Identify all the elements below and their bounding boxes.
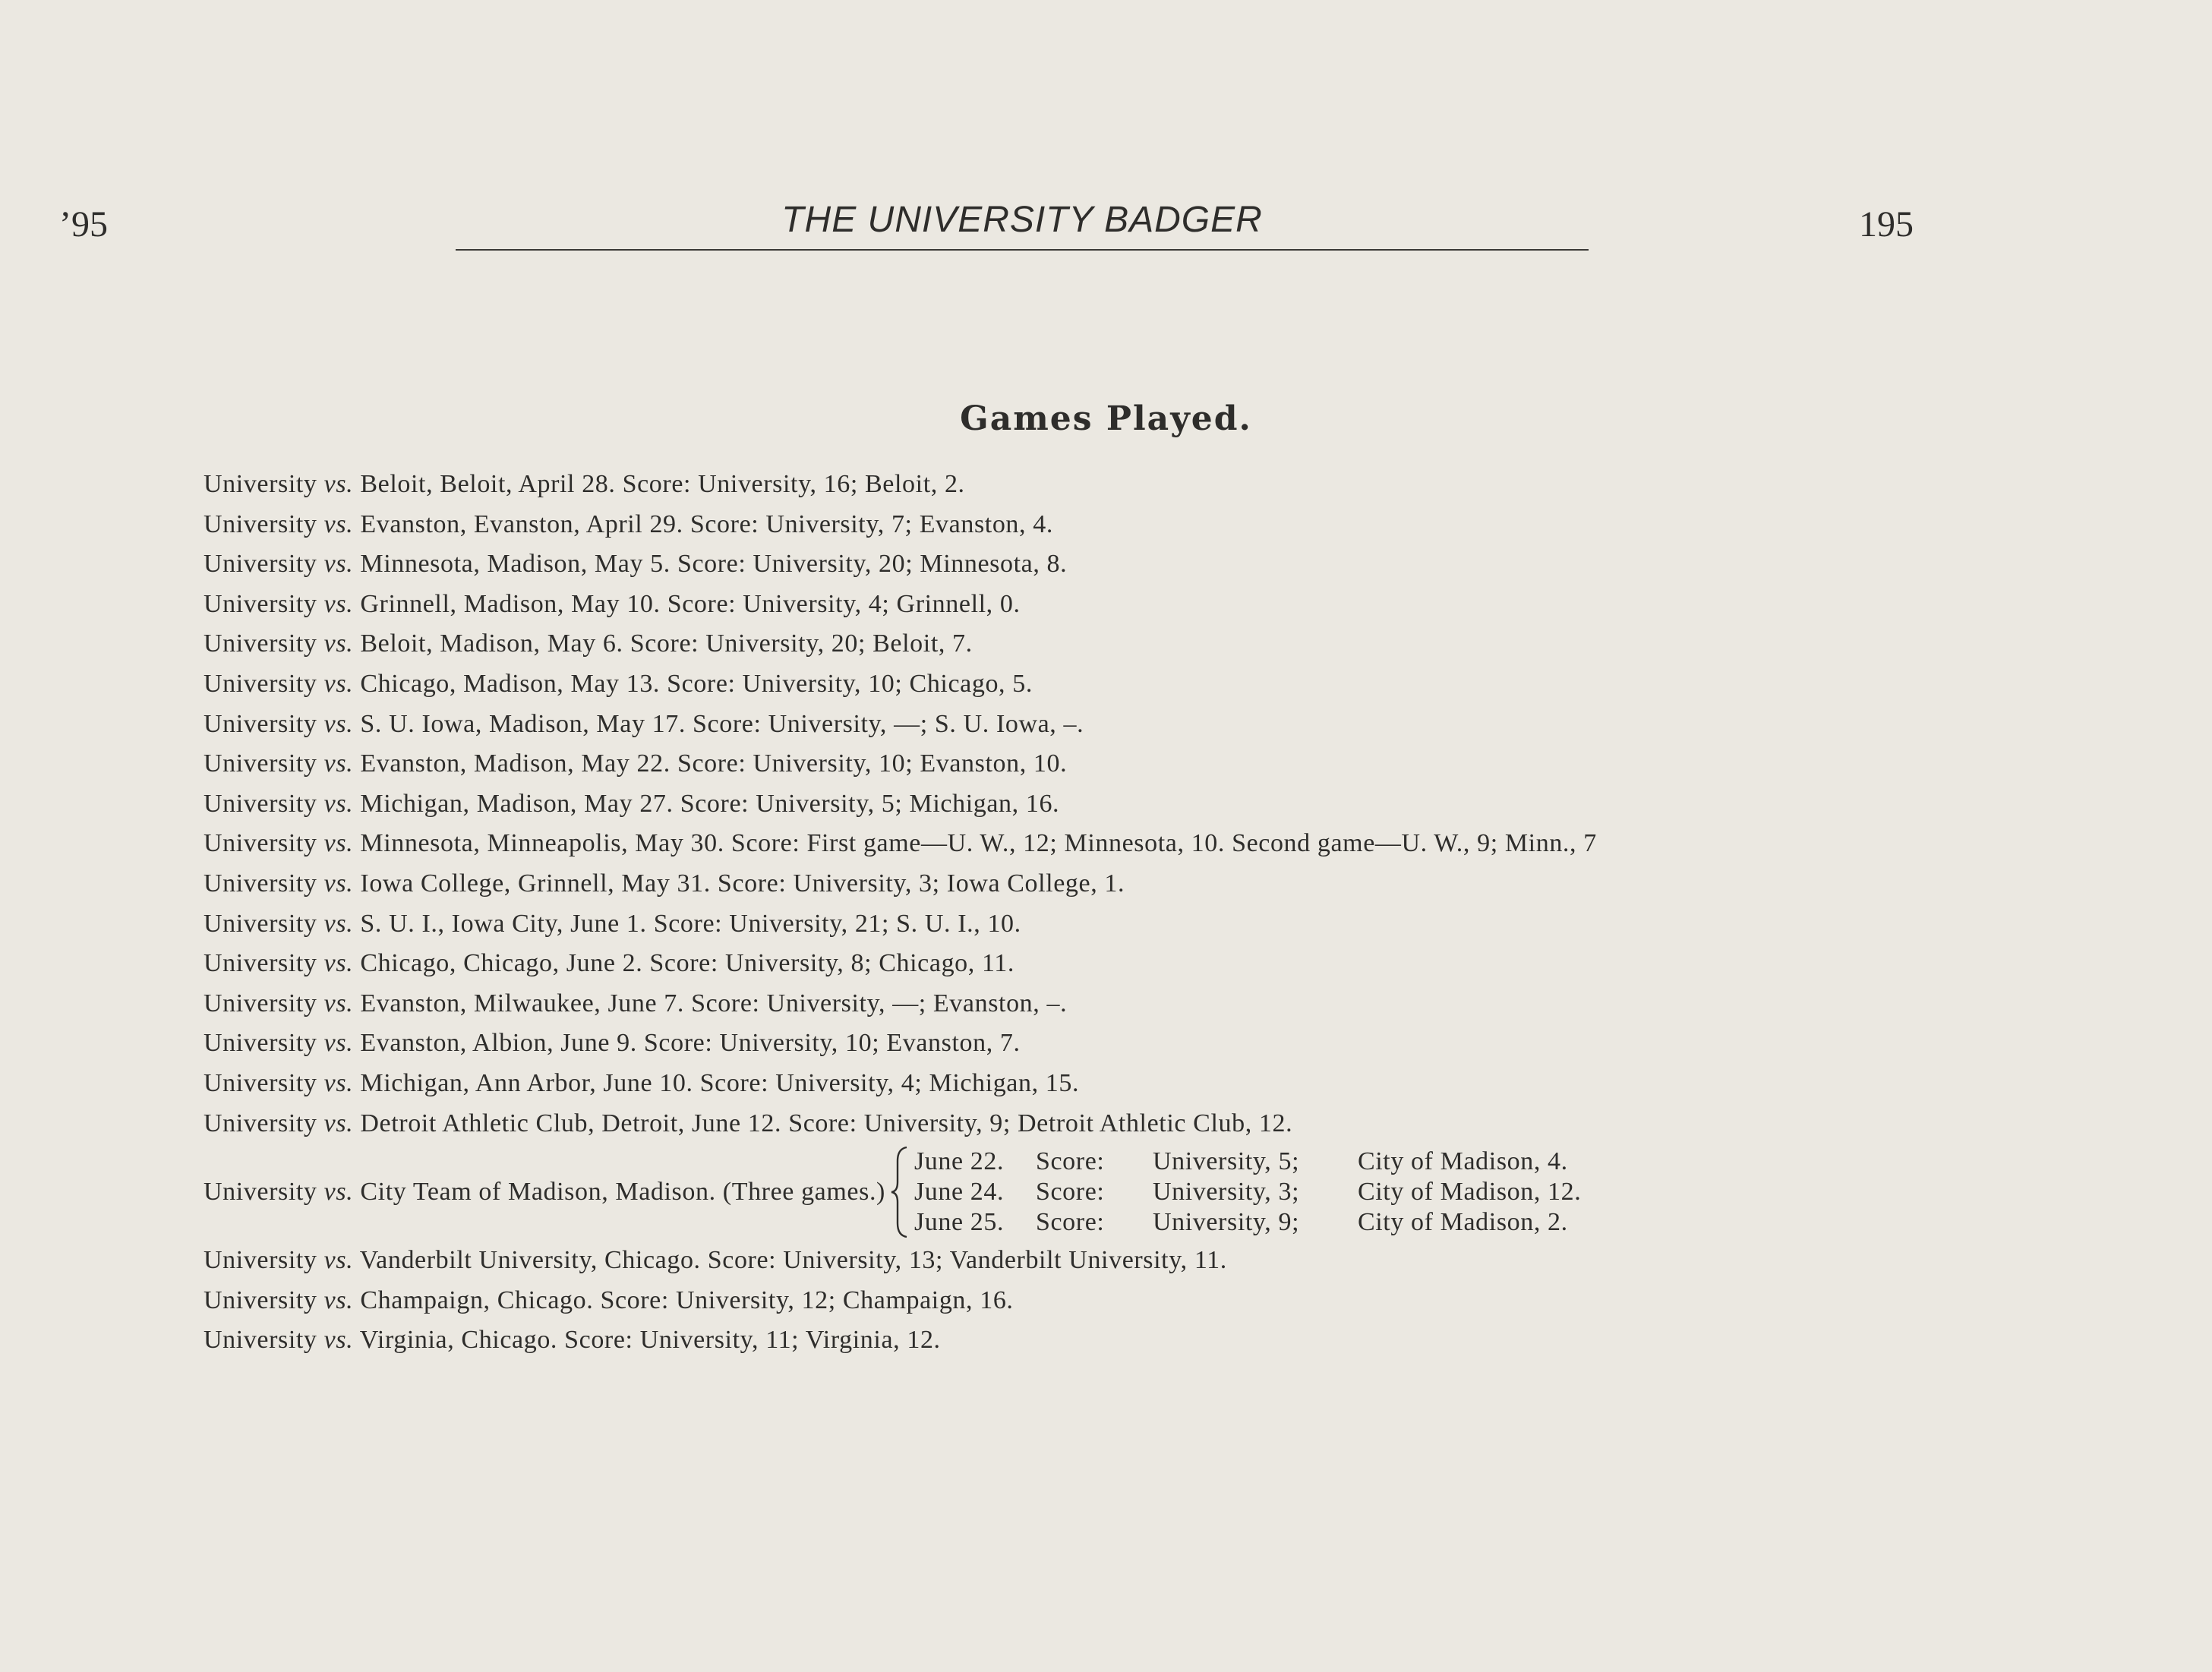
game-row <box>204 664 1597 705</box>
game-detail: Evanston, Milwaukee, June 7. Score: University, —; Evanston, –. <box>360 989 1068 1017</box>
multi-game-row <box>204 1144 1597 1241</box>
game-detail: Champaign, Chicago. Score: University, 12; Champaign, 16. <box>360 1286 1014 1314</box>
game-row <box>204 705 1597 745</box>
vs-label: vs. <box>323 669 354 698</box>
game-row <box>204 784 1597 825</box>
game-detail: Evanston, Evanston, April 29. Score: University, 7; Evanston, 4. <box>360 509 1053 538</box>
team-name: University <box>204 909 317 938</box>
game-date: June 24. <box>914 1178 1005 1207</box>
game-detail: City Team of Madison, Madison. (Three games.) <box>360 1178 885 1207</box>
vs-label: vs. <box>323 1068 354 1097</box>
vs-label: vs. <box>323 949 354 978</box>
vs-label: vs. <box>323 909 354 938</box>
team-name: University <box>204 949 317 978</box>
game-detail: Chicago, Madison, May 13. Score: University, 10; Chicago, 5. <box>360 669 1033 698</box>
game-row <box>204 544 1597 585</box>
opponent-score: City of Madison, 12. <box>1357 1178 1582 1207</box>
team-name: University <box>204 1286 317 1314</box>
vs-label: vs. <box>323 709 354 738</box>
game-detail: Michigan, Ann Arbor, June 10. Score: University, 4; Michigan, 15. <box>360 1068 1080 1097</box>
game-detail: Chicago, Chicago, June 2. Score: University, 8; Chicago, 11. <box>360 949 1015 978</box>
team-name: University <box>204 669 317 698</box>
section-title: Games Played. <box>960 399 1252 438</box>
game-row <box>204 864 1597 904</box>
team-name: University <box>204 869 317 898</box>
game-row <box>204 465 1597 505</box>
sub-game-row <box>914 1147 1581 1177</box>
game-detail: Evanston, Albion, June 9. Score: University, 10; Evanston, 7. <box>360 1029 1021 1058</box>
team-name: University <box>204 470 317 498</box>
team-name: University <box>204 1029 317 1058</box>
vs-label: vs. <box>323 1246 354 1275</box>
game-row <box>204 1241 1597 1281</box>
game-detail: Evanston, Madison, May 22. Score: University, 10; Evanston, 10. <box>360 749 1068 778</box>
team-name: University <box>204 1068 317 1097</box>
game-detail: Grinnell, Madison, May 10. Score: University, 4; Grinnell, 0. <box>360 589 1021 618</box>
game-row <box>204 1320 1597 1361</box>
university-score: University, 5; <box>1152 1147 1300 1176</box>
page-header <box>0 0 2212 258</box>
vs-label: vs. <box>323 470 354 498</box>
vs-label: vs. <box>323 1326 354 1355</box>
game-detail: Virginia, Chicago. Score: University, 11; Virginia, 12. <box>359 1326 941 1355</box>
game-detail: Iowa College, Grinnell, May 31. Score: University, 3; Iowa College, 1. <box>360 869 1125 898</box>
opponent-score: City of Madison, 4. <box>1357 1147 1568 1176</box>
vs-label: vs. <box>323 829 354 858</box>
year-label: ’95 <box>59 204 108 244</box>
team-name: University <box>204 709 317 738</box>
game-detail: S. U. Iowa, Madison, May 17. Score: University, —; S. U. Iowa, –. <box>360 709 1084 738</box>
game-row <box>204 1064 1597 1104</box>
team-name: University <box>204 589 317 618</box>
game-date: June 22. <box>914 1147 1005 1176</box>
team-name: University <box>204 829 317 858</box>
game-row <box>204 624 1597 664</box>
vs-label: vs. <box>323 1029 354 1058</box>
team-name: University <box>204 550 317 579</box>
game-row <box>204 1024 1597 1064</box>
team-name: University <box>204 989 317 1017</box>
opponent-score: City of Madison, 2. <box>1357 1208 1568 1237</box>
header-rule <box>456 249 1589 251</box>
brace-icon <box>890 1146 910 1238</box>
game-row <box>204 824 1597 864</box>
vs-label: vs. <box>323 1286 354 1314</box>
game-row <box>204 944 1597 984</box>
vs-label: vs. <box>323 1178 354 1207</box>
games-list <box>204 465 1597 1361</box>
page-number: 195 <box>1859 204 1914 244</box>
university-score: University, 3; <box>1152 1178 1300 1207</box>
team-name: University <box>204 509 317 538</box>
game-detail: Beloit, Madison, May 6. Score: University, 20; Beloit, 7. <box>360 629 973 658</box>
game-row <box>204 904 1597 945</box>
score-label: Score: <box>1035 1178 1105 1207</box>
team-name: University <box>204 1246 317 1275</box>
team-name: University <box>204 1109 317 1137</box>
team-name: University <box>204 789 317 818</box>
team-name: University <box>204 629 317 658</box>
game-detail: Beloit, Beloit, April 28. Score: University, 16; Beloit, 2. <box>360 470 965 498</box>
vs-label: vs. <box>323 629 354 658</box>
score-label: Score: <box>1035 1147 1105 1176</box>
vs-label: vs. <box>323 509 354 538</box>
team-name: University <box>204 1178 317 1207</box>
game-detail: Michigan, Madison, May 27. Score: University, 5; Michigan, 16. <box>360 789 1060 818</box>
game-detail: Minnesota, Madison, May 5. Score: University, 20; Minnesota, 8. <box>360 550 1068 579</box>
score-label: Score: <box>1035 1208 1105 1237</box>
game-row <box>204 505 1597 545</box>
vs-label: vs. <box>323 789 354 818</box>
game-row <box>204 1104 1597 1144</box>
game-row <box>204 1281 1597 1321</box>
game-date: June 25. <box>914 1208 1005 1237</box>
vs-label: vs. <box>323 749 354 778</box>
vs-label: vs. <box>323 589 354 618</box>
multi-game-list <box>914 1147 1581 1238</box>
game-detail: Detroit Athletic Club, Detroit, June 12. Score: University, 9; Detroit Athletic Club, 12. <box>360 1109 1293 1137</box>
game-detail: Minnesota, Minneapolis, May 30. Score: First game—U. W., 12; Minnesota, 10. Second game—U. W., 9; Minn., 7 <box>360 829 1597 858</box>
running-title: THE UNIVERSITY BADGER <box>781 200 1263 240</box>
vs-label: vs. <box>323 989 354 1017</box>
team-name: University <box>204 1326 317 1355</box>
vs-label: vs. <box>323 869 354 898</box>
sub-game-row <box>914 1177 1581 1207</box>
game-detail: Vanderbilt University, Chicago. Score: University, 13; Vanderbilt University, 11. <box>359 1246 1227 1275</box>
vs-label: vs. <box>323 550 354 579</box>
team-name: University <box>204 749 317 778</box>
game-row <box>204 585 1597 625</box>
game-row <box>204 744 1597 784</box>
sub-game-row <box>914 1207 1581 1238</box>
game-detail: S. U. I., Iowa City, June 1. Score: University, 21; S. U. I., 10. <box>360 909 1021 938</box>
game-row <box>204 984 1597 1024</box>
vs-label: vs. <box>323 1109 354 1137</box>
university-score: University, 9; <box>1152 1208 1300 1237</box>
